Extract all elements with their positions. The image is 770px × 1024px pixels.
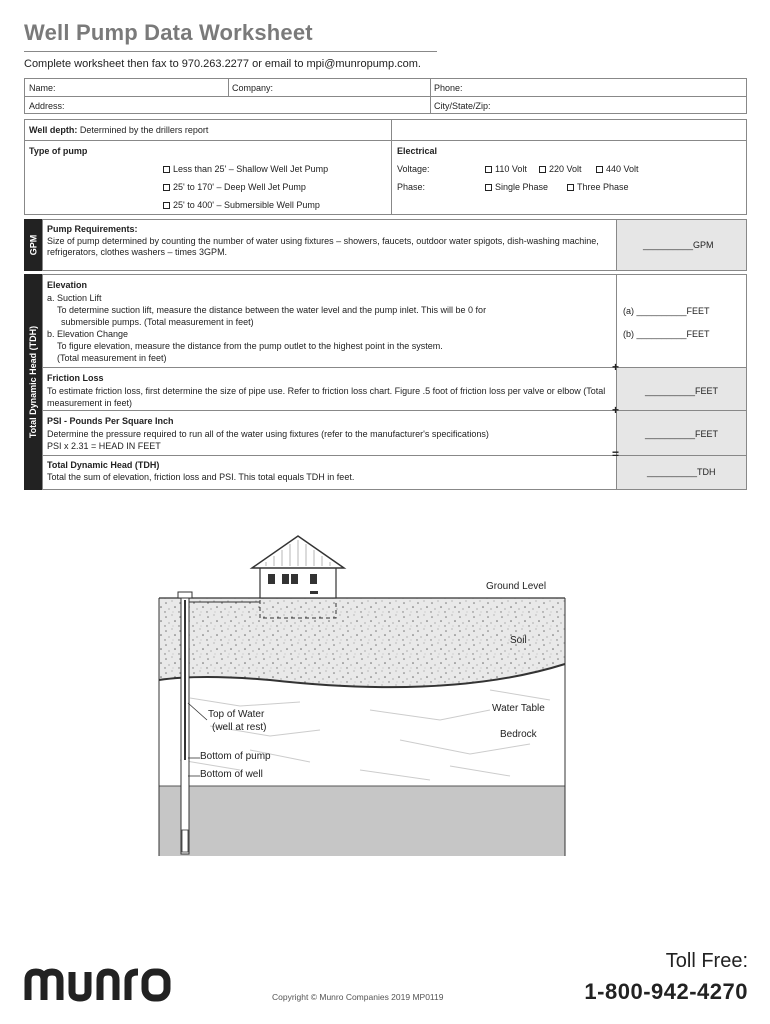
elevation-change-label: b. Elevation Change	[47, 329, 129, 339]
title-divider	[24, 51, 437, 52]
tdh-table	[42, 274, 747, 490]
pump-requirements-title: Pump Requirements:	[47, 224, 138, 234]
checkbox-icon[interactable]	[539, 166, 546, 173]
pump-requirements-text: Size of pump determined by counting the number of water using fixtures – showers, faucets, outdoor water spigots, dish-washing machine, refrigerators, clothes washers – times 3GPM.	[47, 236, 599, 257]
gpm-answer[interactable]: __________GPM	[643, 240, 714, 250]
suction-lift-label: a. Suction Lift	[47, 293, 102, 303]
well-table	[24, 119, 747, 215]
gpm-table	[42, 219, 747, 271]
checkbox-icon[interactable]	[485, 166, 492, 173]
voltage-label: Voltage:	[397, 164, 430, 174]
elevation-change-text: To figure elevation, measure the distance from the pump outlet to the highest point in the system.	[57, 341, 443, 351]
psi-title: PSI - Pounds Per Square Inch	[47, 416, 174, 426]
well-at-rest-label: (well at rest)	[212, 722, 267, 733]
contact-table	[24, 78, 747, 114]
pump-option-submersible[interactable]: 25' to 400' – Submersible Well Pump	[163, 200, 320, 210]
toll-free-number[interactable]: 1-800-942-4270	[584, 979, 748, 1004]
well-diagram	[150, 530, 580, 860]
pump-type-label: Type of pump	[29, 146, 88, 156]
bottom-of-well-label: Bottom of well	[200, 769, 263, 780]
friction-loss-answer[interactable]: __________FEET	[645, 386, 719, 396]
bedrock-label: Bedrock	[500, 729, 537, 740]
voltage-220[interactable]: 220 Volt	[539, 164, 582, 174]
phase-label: Phase:	[397, 182, 426, 192]
elevation-title: Elevation	[47, 280, 88, 290]
equals-operator: =	[612, 447, 620, 461]
toll-free-label: Toll Free:	[665, 950, 748, 972]
psi-text: Determine the pressure required to run all of the water using fixtures (refer to the manufacturer's specifications)	[47, 429, 489, 439]
name-field[interactable]: Name:	[29, 83, 56, 93]
checkbox-icon[interactable]	[163, 202, 170, 209]
checkbox-icon[interactable]	[485, 184, 492, 191]
checkbox-icon[interactable]	[567, 184, 574, 191]
suction-lift-text-2: submersible pumps. (Total measurement in feet)	[61, 317, 254, 327]
friction-loss-text: To estimate friction loss, first determine the size of pipe use. Refer to friction loss chart. Figure .5 foot of friction loss per valve or elbow (Total measurement in feet)	[47, 386, 606, 408]
plus-operator-1: +	[612, 360, 620, 374]
elevation-change-answer[interactable]: (b) __________FEET	[623, 329, 710, 339]
tdh-total-answer[interactable]: __________TDH	[647, 467, 716, 477]
pump-option-shallow[interactable]: Less than 25' – Shallow Well Jet Pump	[163, 164, 328, 174]
gpm-side-label: GPM	[24, 219, 42, 271]
elevation-change-text-2: (Total measurement in feet)	[57, 353, 167, 363]
instructions: Complete worksheet then fax to 970.263.2277 or email to mpi@munropump.com.	[24, 58, 421, 70]
tdh-side-label: Total Dynamic Head (TDH)	[24, 274, 42, 490]
checkbox-icon[interactable]	[163, 184, 170, 191]
page-title: Well Pump Data Worksheet	[24, 20, 313, 45]
psi-formula: PSI x 2.31 = HEAD IN FEET	[47, 441, 161, 451]
well-depth-label: Well depth:	[29, 125, 78, 135]
phase-single[interactable]: Single Phase	[485, 182, 548, 192]
munro-logo	[24, 966, 174, 1002]
voltage-110[interactable]: 110 Volt	[485, 164, 527, 174]
psi-answer[interactable]: __________FEET	[645, 429, 719, 439]
company-field[interactable]: Company:	[232, 83, 274, 93]
pump-option-deep[interactable]: 25' to 170' – Deep Well Jet Pump	[163, 182, 306, 192]
suction-lift-text: To determine suction lift, measure the distance between the water level and the pump inlet. This will be 0 for	[57, 305, 487, 315]
bottom-of-pump-label: Bottom of pump	[200, 751, 271, 762]
phone-field[interactable]: Phone:	[434, 83, 463, 93]
top-of-water-label: Top of Water	[208, 709, 265, 720]
suction-lift-answer[interactable]: (a) __________FEET	[623, 306, 710, 316]
ground-level-label: Ground Level	[486, 581, 547, 592]
tdh-total-text: Total the sum of elevation, friction loss and PSI. This total equals TDH in feet.	[47, 472, 355, 482]
plus-operator-2: +	[612, 403, 620, 417]
voltage-440[interactable]: 440 Volt	[596, 164, 639, 174]
friction-loss-title: Friction Loss	[47, 373, 104, 383]
tdh-total-title: Total Dynamic Head (TDH)	[47, 460, 160, 470]
well-depth-note: Determined by the drillers report	[79, 125, 209, 135]
phase-three[interactable]: Three Phase	[567, 182, 629, 192]
city-state-zip-field[interactable]: City/State/Zip:	[434, 101, 491, 111]
checkbox-icon[interactable]	[163, 166, 170, 173]
address-field[interactable]: Address:	[29, 101, 65, 111]
electrical-label: Electrical	[397, 146, 438, 156]
checkbox-icon[interactable]	[596, 166, 603, 173]
water-table-label: Water Table	[492, 703, 545, 714]
soil-label: Soil	[510, 635, 527, 646]
copyright: Copyright © Munro Companies 2019 MP0119	[272, 992, 444, 1002]
